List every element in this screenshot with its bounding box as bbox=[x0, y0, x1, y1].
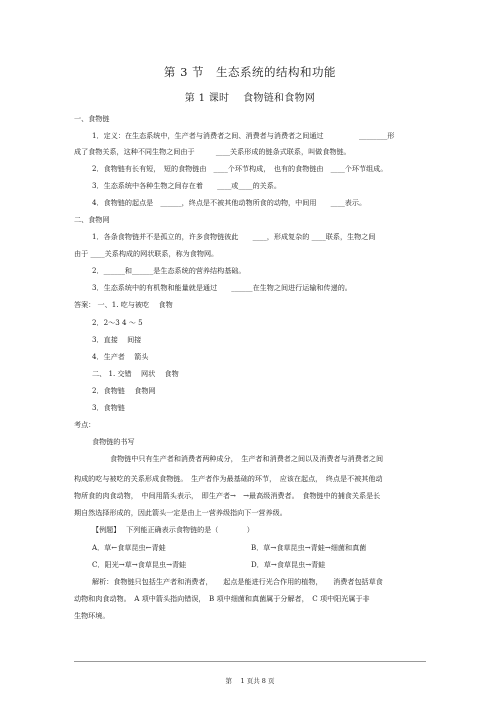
footer-divider bbox=[74, 661, 426, 662]
answer-line: 4．生产者 箭头 bbox=[92, 352, 149, 361]
text-line: 3．生态系统中的有机物和能量就是通过 ______在生物之间进行运输和传递的。 bbox=[92, 283, 352, 292]
answer-line: 二、 1. 交错 网状 食物 bbox=[92, 369, 179, 378]
text-line: 食物链中只有生产者和消费者两种成分， 生产者和消费者之间以及消费者与消费者之间 bbox=[110, 454, 384, 463]
text-line: 由于 ____关系构成的网状联系，称为食物网。 bbox=[74, 249, 219, 258]
option-a: A．草←食草昆虫←青蛙 bbox=[92, 543, 166, 552]
text-line: 构成的吃与被吃的关系形成食物链。 生产者作为最基础的环节， 应该在起点， 终点是不被其他动 bbox=[74, 474, 383, 483]
text-line: 4．食物链的起点是 ______，终点是不被其他动物所食的动物，中间用 ____表示。 bbox=[92, 198, 367, 207]
option-b: B．草→食草昆虫→青蛙→细菌和真菌 bbox=[251, 543, 367, 552]
text-line: 2．食物链有长有短， 短的食物链由 ____个环节构成， 也有的食物链由 ____个环节组成。 bbox=[92, 164, 388, 173]
answer-line: 答案： 一、1. 吃与被吃 食物 bbox=[74, 300, 173, 309]
heading-food-chain: 一、食物链 bbox=[74, 114, 110, 123]
analysis-line: 生物环境。 bbox=[74, 611, 110, 620]
option-d: D．草→食草昆虫→青蛙 bbox=[251, 560, 326, 569]
text-line: 1．各条食物链并不是孤立的，许多食物链彼此 ____，形成复杂的 ____联系，生物之间 bbox=[92, 232, 376, 241]
page-number: 第 1 页共 8 页 bbox=[225, 677, 275, 685]
option-c: C．阳光→草→食草昆虫→青蛙 bbox=[92, 560, 187, 569]
answer-line: 3．直接 间接 bbox=[92, 335, 142, 344]
analysis-line: 解析：食物链只包括生产者和消费者， 起点是能进行光合作用的植物， 消费者包括草食 bbox=[92, 577, 383, 586]
example-question: 【例题】 下列能正确表示食物链的是（ ） bbox=[92, 525, 254, 534]
key-point-title: 食物链的书写 bbox=[92, 437, 135, 446]
answer-line: 2．2～3 4 ～ 5 bbox=[92, 318, 143, 327]
text-line: 物所食的肉食动物， 中间用箭头表示， 即生产者→ →最高级消费者。 食物链中的捕食关系是长 bbox=[74, 491, 381, 500]
analysis-line: 动物和肉食动物。 A 项中箭头指向错误， B 项中细菌和真菌属于分解者， C 项中阳光属于非 bbox=[74, 594, 370, 603]
text-line: 3．生态系统中各种生物之间存在着 ____或____的关系。 bbox=[92, 181, 281, 190]
section-title: 第 3 节 生态系统的结构和功能 bbox=[163, 65, 337, 79]
text-line: 成了食物关系，这种不同生物之间由于 ____关系形成的链条式联系，叫做食物链。 bbox=[74, 147, 351, 156]
heading-food-web: 二、食物网 bbox=[74, 215, 110, 224]
text-line: 期自然选择形成的，因此箭头一定是由上一营养级指向下一营养级。 bbox=[74, 508, 287, 517]
text-line: 2．______和______是生态系统的营养结构基础。 bbox=[92, 266, 246, 275]
answer-line: 3．食物链 bbox=[92, 403, 125, 412]
text-line: 1．定义：在生态系统中，生产者与消费者之间、消费者与消费者之间通过 ________形 bbox=[92, 131, 395, 140]
answer-line: 2．食物链 食物网 bbox=[92, 386, 156, 395]
key-point-heading: 考点： bbox=[74, 420, 96, 429]
lesson-subtitle: 第 1 课时 食物链和食物网 bbox=[184, 93, 316, 104]
